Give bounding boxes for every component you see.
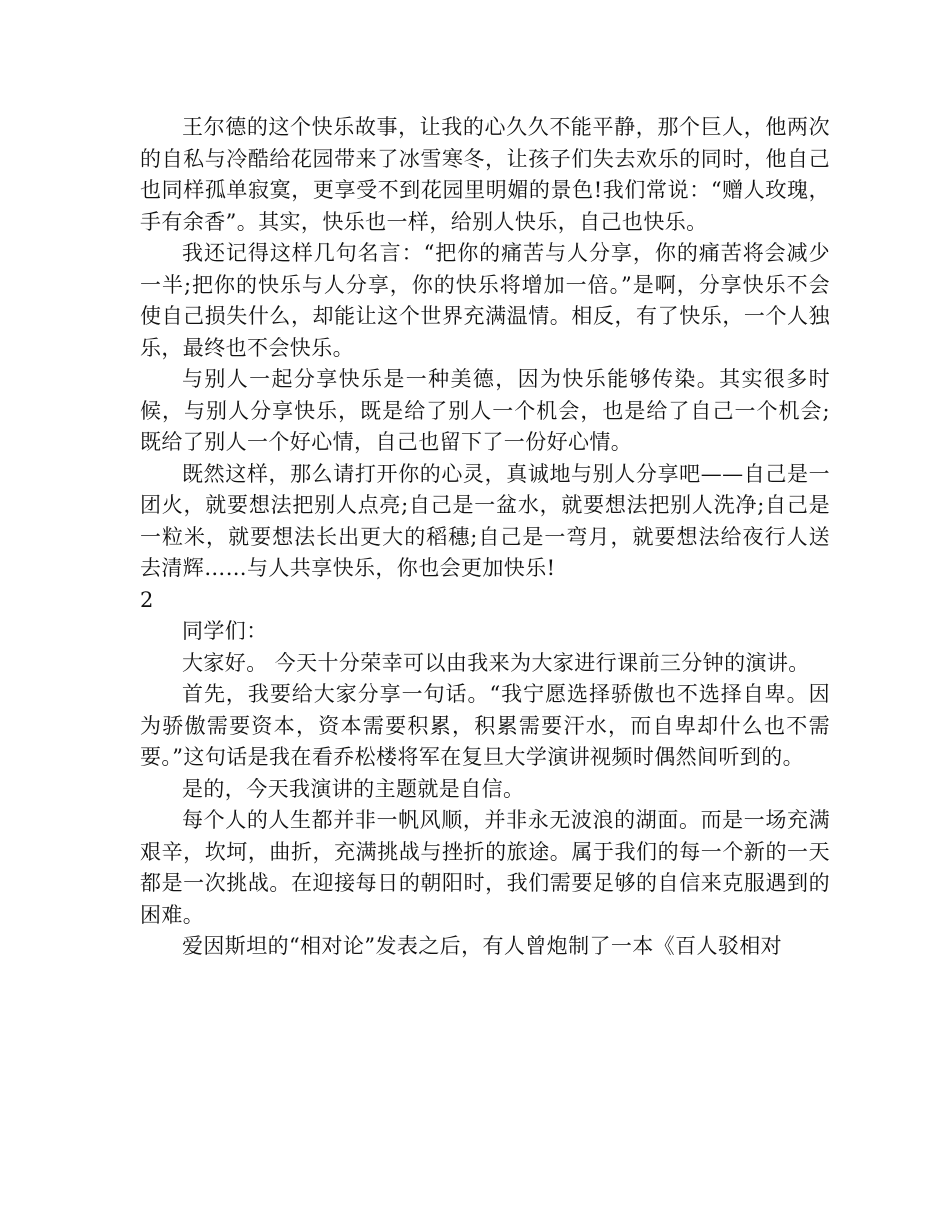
paragraph-theme: 是的，今天我演讲的主题就是自信。 xyxy=(182,776,525,801)
document-page xyxy=(140,112,830,963)
paragraph-famous-quote: 我还记得这样几句名言：“把你的痛苦与人分享，你的痛苦将会减少一半;把你的快乐与人分享，你的快乐将增加一倍。”是啊，分享快乐不会使自己损失什么，却能让这个世界充满温情。相反，有了快乐，一个人独乐，最终也不会快乐。 xyxy=(140,241,830,360)
paragraph-einstein: 爱因斯坦的“相对论”发表之后，有人曾炮制了一本《百人驳相对 xyxy=(182,934,783,958)
paragraph-greeting: 大家好。 今天十分荣幸可以由我来为大家进行课前三分钟的演讲。 xyxy=(182,650,810,675)
section-number: 2 xyxy=(140,587,154,612)
paragraph-salutation: 同学们： xyxy=(182,619,268,643)
paragraph-wilde-story: 王尔德的这个快乐故事，让我的心久久不能平静，那个巨人，他两次的自私与冷酷给花园带来了冰雪寒冬，让孩子们失去欢乐的同时，他自己也同样孤单寂寞，更享受不到花园里明媚的景色!我们常说：“赠人玫瑰，手有余香”。其实，快乐也一样，给别人快乐，自己也快乐。 xyxy=(140,115,830,234)
paragraph-pride-quote: 首先，我要给大家分享一句话。“我宁愿选择骄傲也不选择自卑。因为骄傲需要资本，资本需要积累，积累需要汗水，而自卑却什么也不需要。”这句话是我在看乔松楼将军在复旦大学演讲视频时偶然间听到的。 xyxy=(140,682,830,769)
paragraph-life-challenges: 每个人的人生都并非一帆风顺，并非永无波浪的湖面。而是一场充满艰辛，坎坷，曲折，充满挑战与挫折的旅途。属于我们的每一个新的一天都是一次挑战。在迎接每日的朝阳时，我们需要足够的自信来克服遇到的困难。 xyxy=(140,808,830,927)
paragraph-open-heart: 既然这样，那么请打开你的心灵，真诚地与别人分享吧——自己是一团火，就要想法把别人点亮;自己是一盆水，就要想法把别人洗净;自己是一粒米，就要想法长出更大的稻穗;自己是一弯月，就要想法给夜行人送去清辉……与人共享快乐，你也会更加快乐! xyxy=(140,461,830,580)
paragraph-sharing-virtue: 与别人一起分享快乐是一种美德，因为快乐能够传染。其实很多时候，与别人分享快乐，既是给了别人一个机会，也是给了自己一个机会;既给了别人一个好心情，自己也留下了一份好心情。 xyxy=(140,367,830,454)
